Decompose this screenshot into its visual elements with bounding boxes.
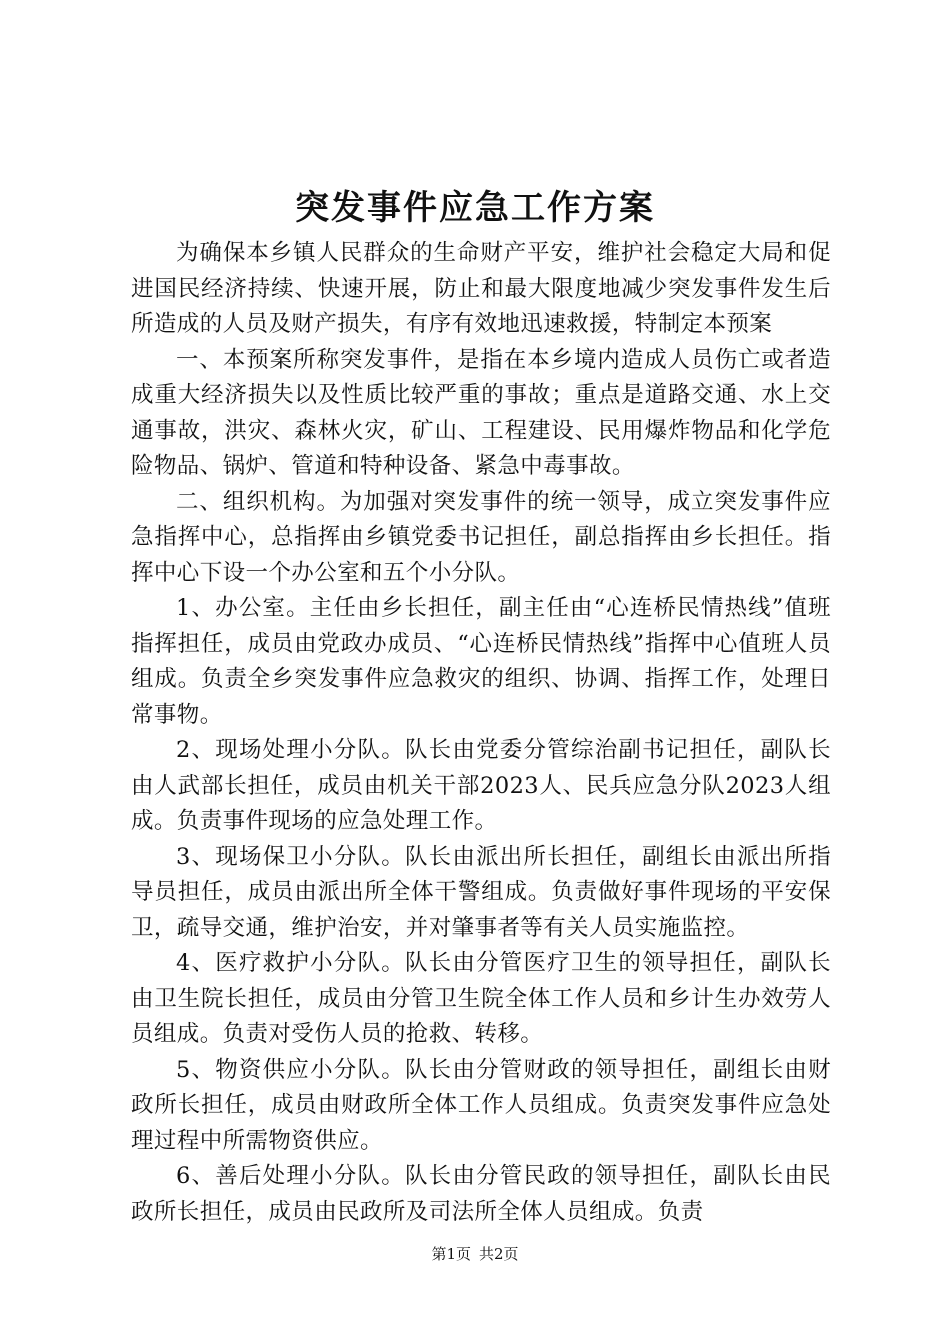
page-total: 共2页 [479,1245,519,1263]
paragraph-office: 1、办公室。主任由乡长担任，副主任由“心连桥民情热线”值班指挥担任，成员由党政办成员、“心连桥民情热线”指挥中心值班人员组成。负责全乡突发事件应急救灾的组织、协调、指挥工作，处理日常事物。 [131,595,831,728]
paragraph-supply-team: 5、物资供应小分队。队长由分管财政的领导担任，副组长由财政所长担任，成员由财政所全体工作人员组成。负责突发事件应急处理过程中所需物资供应。 [131,1056,831,1154]
paragraph-scene-team: 2、现场处理小分队。队长由党委分管综治副书记担任，副队长由人武部长担任，成员由机关干部2023人、民兵应急分队2023人组成。负责事件现场的应急处理工作。 [131,737,831,834]
paragraph-aftermath-team: 6、善后处理小分队。队长由分管民政的领导担任，副队长由民政所长担任，成员由民政所及司法所全体人员组成。负责 [131,1163,831,1225]
paragraph-medical-team: 4、医疗救护小分队。队长由分管医疗卫生的领导担任，副队长由卫生院长担任，成员由分管卫生院全体工作人员和乡计生办效劳人员组成。负责对受伤人员的抢救、转移。 [131,950,831,1047]
paragraph-security-team: 3、现场保卫小分队。队长由派出所长担任，副组长由派出所指导员担任，成员由派出所全体干警组成。负责做好事件现场的平安保卫，疏导交通，维护治安，并对肇事者等有关人员实施监控。 [131,843,831,941]
paragraph-section-1: 一、本预案所称突发事件，是指在本乡境内造成人员伤亡或者造成重大经济损失以及性质比较严重的事故；重点是道路交通、水上交通事故，洪灾、森林火灾，矿山、工程建设、民用爆炸物品和化学危险物品、锅炉、管道和特种设备、紧急中毒事故。 [131,346,831,479]
document-title: 突发事件应急工作方案 [295,188,655,228]
page-number: 第1页 [431,1245,471,1263]
document-body [131,236,831,1230]
paragraph-intro: 为确保本乡镇人民群众的生命财产平安，维护社会稳定大局和促进国民经济持续、快速开展，防止和最大限度地减少突发事件发生后所造成的人员及财产损失，有序有效地迅速救援，特制定本预案 [131,240,831,337]
paragraph-section-2: 二、组织机构。为加强对突发事件的统一领导，成立突发事件应急指挥中心，总指挥由乡镇党委书记担任，副总指挥由乡长担任。指挥中心下设一个办公室和五个小分队。 [131,488,831,586]
page-footer [0,1244,950,1264]
